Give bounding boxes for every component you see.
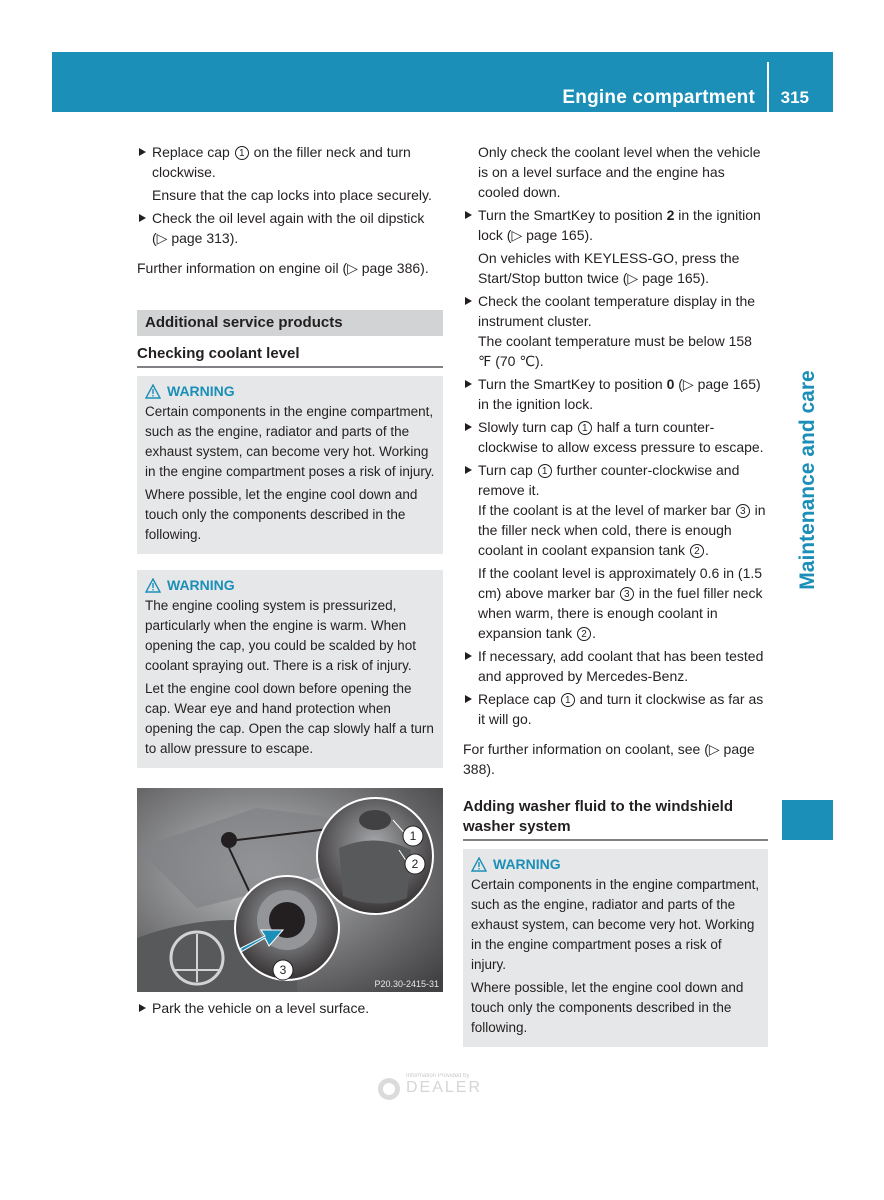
step-replace-cap: Replace cap 1 on the filler neck and turn clockwise. (137, 142, 443, 182)
page-header (52, 52, 833, 112)
step-add-coolant: If necessary, add coolant that has been tested and approved by Mercedes-Benz. (463, 646, 768, 686)
warning-triangle-icon (471, 857, 487, 872)
page-number: 315 (780, 88, 809, 107)
watermark-big-text: DEALER (406, 1079, 483, 1096)
callout-3-icon: 3 (736, 504, 750, 518)
further-info-oil: Further information on engine oil (▷ page 386). (137, 260, 429, 276)
callout-1-icon: 1 (538, 464, 552, 478)
warning-title: WARNING (471, 853, 760, 875)
step-check-temp: Check the coolant temperature display in the instrument cluster. (463, 291, 768, 331)
step-replace-cap-final: Replace cap 1 and turn it clockwise as far as it will go. (463, 689, 768, 729)
step-park: Park the vehicle on a level surface. (137, 998, 443, 1018)
subsection-heading: Adding washer fluid to the windshield washer system (463, 797, 768, 841)
step-smartkey-2: Turn the SmartKey to position 2 in the ignition lock (▷ page 165). (463, 205, 768, 245)
warning-text: Certain components in the engine compartment, such as the engine, radiator and parts of the exhaust system, can become very hot. Working in the engine compartment poses a risk of injury. (471, 877, 760, 972)
warning-title: WARNING (145, 380, 435, 402)
warning-text: Where possible, let the engine cool down and touch only the components described in the following. (145, 487, 418, 542)
note-cold: If the coolant is at the level of marker bar 3 in the filler neck when cold, there is enough coolant in coolant expansion tank 2 . (478, 502, 766, 558)
page-title: Engine compartment (562, 87, 755, 108)
warning-triangle-icon (145, 384, 161, 399)
warning-triangle-icon (145, 578, 161, 593)
temp-note: The coolant temperature must be below 158 ℉ (70 ℃). (478, 333, 752, 369)
further-info-coolant: For further information on coolant, see (▷ page 388). (463, 741, 755, 777)
callout-1-icon: 1 (578, 421, 592, 435)
callout-1-icon: 1 (561, 693, 575, 707)
step-slow-turn: Slowly turn cap 1 half a turn counter-clockwise to allow excess pressure to escape. (463, 417, 768, 457)
callout-1-icon: 1 (235, 146, 249, 160)
warning-text: The engine cooling system is pressurized, particularly when the engine is warm. When opening the cap, you could be scalded by hot coolant spraying out. There is a risk of injury. (145, 598, 416, 673)
step-smartkey-0: Turn the SmartKey to position 0 (▷ page 165) in the ignition lock. (463, 374, 768, 414)
note-warm: If the coolant level is approximately 0.6 in (1.5 cm) above marker bar 3 in the fuel filler neck when warm, there is enough coolant in expansion tank 2 . (478, 565, 763, 641)
warning-text: Where possible, let the engine cool down and touch only the components described in the following. (471, 980, 744, 1035)
warning-box (137, 570, 443, 768)
chapter-tab-marker (782, 800, 833, 840)
right-column (463, 142, 768, 1047)
engine-illustration (137, 788, 443, 992)
engine-photo (137, 788, 443, 992)
left-column (137, 142, 443, 1021)
photo-callout-2: 2 (411, 857, 419, 871)
warning-text: Let the engine cool down before opening the cap. Wear eye and hand protection when opening the cap. Open the cap slowly half a turn to allow pressure to escape. (145, 681, 434, 756)
warning-text: Certain components in the engine compartment, such as the engine, radiator and parts of the exhaust system, can become very hot. Working in the engine compartment poses a risk of injury. (145, 404, 435, 479)
section-heading: Additional service products (137, 310, 443, 336)
watermark-small-text: Information Provided by (406, 1073, 470, 1079)
keyless-note: On vehicles with KEYLESS-GO, press the Start/Stop button twice (▷ page 165). (478, 250, 740, 286)
photo-callout-1: 1 (409, 829, 417, 843)
coolant-intro: Only check the coolant level when the vehicle is on a level surface and the engine has cooled down. (478, 144, 761, 200)
step-check-oil: Check the oil level again with the oil dipstick (▷ page 313). (137, 208, 443, 248)
dealer-watermark (376, 1072, 506, 1108)
step-note: Ensure that the cap locks into place securely. (152, 187, 432, 203)
warning-box (463, 849, 768, 1047)
callout-3-icon: 3 (620, 587, 634, 601)
photo-callout-3: 3 (279, 963, 287, 977)
header-divider (767, 62, 769, 112)
step-remove-cap: Turn cap 1 further counter-clockwise and remove it. (463, 460, 768, 500)
callout-2-icon: 2 (577, 627, 591, 641)
callout-2-icon: 2 (690, 544, 704, 558)
watermark-logo-icon (376, 1076, 402, 1102)
subsection-heading: Checking coolant level (137, 344, 443, 368)
chapter-tab-title: Maintenance and care (796, 370, 819, 590)
photo-code: P20.30-2415-31 (374, 979, 439, 989)
warning-box (137, 376, 443, 554)
warning-title: WARNING (145, 574, 435, 596)
